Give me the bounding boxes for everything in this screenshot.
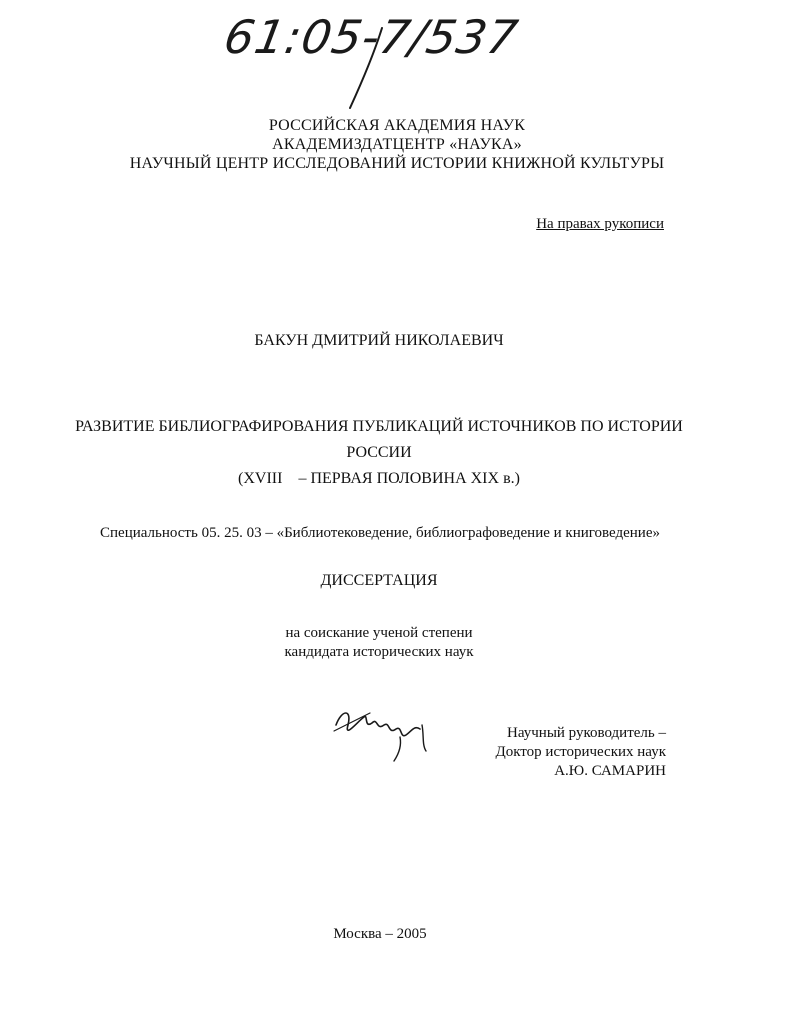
dissertation-title xyxy=(0,414,758,492)
org-line-publisher: АКАДЕМИЗДАТЦЕНТР «НАУКА» xyxy=(272,136,522,153)
specialty-line: Специальность 05. 25. 03 – «Библиотековедение, библиографоведение и книговедение» xyxy=(100,525,660,541)
supervisor-line-1: Научный руководитель – xyxy=(507,725,666,741)
degree-statement xyxy=(0,624,758,662)
supervisor-block xyxy=(495,724,666,781)
org-line-center: НАУЧНЫЙ ЦЕНТР ИССЛЕДОВАНИЙ ИСТОРИИ КНИЖНОЙ КУЛЬТУРЫ xyxy=(129,155,665,172)
author-name: БАКУН ДМИТРИЙ НИКОЛАЕВИЧ xyxy=(254,332,504,349)
city-year: Москва – 2005 xyxy=(333,926,427,942)
supervisor-name: А.Ю. САМАРИН xyxy=(554,763,666,779)
document-type: ДИССЕРТАЦИЯ xyxy=(320,572,438,589)
title-line-1: РАЗВИТИЕ БИБЛИОГРАФИРОВАНИЯ ПУБЛИКАЦИЙ ИСТОЧНИКОВ ПО ИСТОРИИ xyxy=(75,418,683,435)
supervisor-line-2: Доктор исторических наук xyxy=(495,744,666,760)
handwritten-stroke-icon xyxy=(0,0,794,120)
archive-code-handwritten: 61:05-7/537 xyxy=(220,10,523,64)
signature-icon xyxy=(330,695,440,765)
title-line-3: (XVIII – ПЕРВАЯ ПОЛОВИНА XIX в.) xyxy=(238,470,520,487)
degree-line-1: на соискание ученой степени xyxy=(285,625,473,641)
rights-note: На правах рукописи xyxy=(536,216,664,232)
institution-header xyxy=(0,116,794,173)
org-line-academy: РОССИЙСКАЯ АКАДЕМИЯ НАУК xyxy=(268,117,526,134)
title-line-2: РОССИИ xyxy=(346,444,412,461)
degree-line-2: кандидата исторических наук xyxy=(284,644,474,660)
